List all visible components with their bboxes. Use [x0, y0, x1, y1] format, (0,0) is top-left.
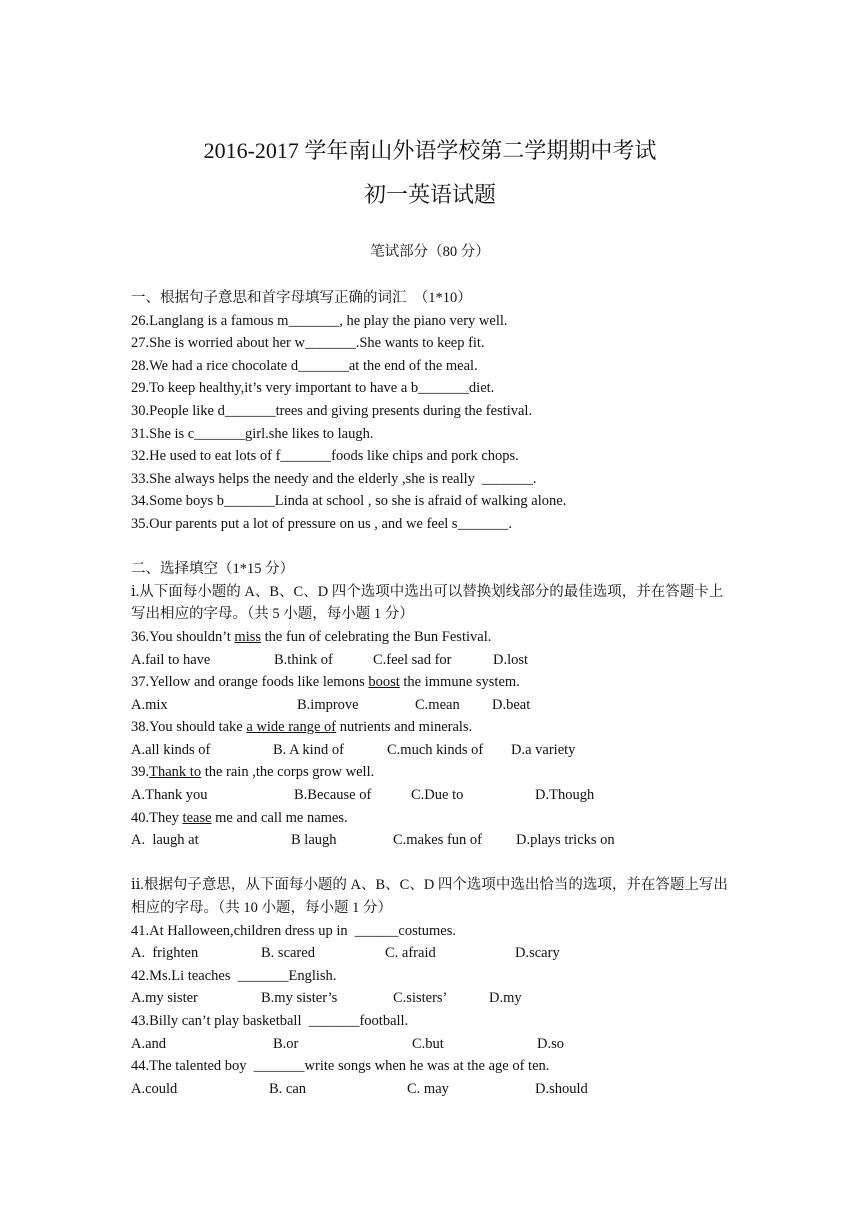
option-a: A.Thank you — [131, 787, 208, 804]
question-27: 27.She is worried about her w_______.She wants to keep fit. — [131, 335, 485, 352]
section1-heading: 一、根据句子意思和首字母填写正确的词汇 （1*10） — [131, 290, 472, 306]
option-b: B.improve — [297, 696, 359, 713]
option-c: C.Due to — [411, 787, 464, 804]
option-b: B.my sister’s — [261, 990, 338, 1007]
question-44: 44.The talented boy _______write songs when he was at the age of ten. — [131, 1058, 550, 1075]
option-c: C.but — [412, 1035, 444, 1052]
underlined-word: miss — [234, 628, 262, 645]
question-32: 32.He used to eat lots of f_______foods like chips and pork chops. — [131, 448, 519, 465]
option-b: B.Because of — [294, 787, 372, 804]
option-b: B laugh — [291, 832, 337, 849]
option-c: C.feel sad for — [373, 651, 452, 668]
option-a: A.fail to have — [131, 651, 211, 668]
underlined-phrase: a wide range of — [246, 719, 337, 736]
option-b: B. A kind of — [273, 741, 344, 758]
option-a: A.my sister — [131, 990, 198, 1007]
option-a: A. laugh at — [131, 832, 199, 849]
option-a: A.could — [131, 1080, 178, 1097]
options-43 — [131, 1033, 736, 1056]
question-34: 34.Some boys b_______Linda at school , so she is afraid of walking alone. — [131, 493, 567, 510]
option-a: A.mix — [131, 696, 168, 713]
question-40: 40.They tease me and call me names. — [131, 809, 348, 826]
question-29: 29.To keep healthy,it’s very important to have a b_______diet. — [131, 380, 495, 397]
exam-title: 2016-2017 学年南山外语学校第二学期期中考试 — [203, 138, 657, 163]
question-35: 35.Our parents put a lot of pressure on us , and we feel s_______. — [131, 515, 512, 532]
question-26: 26.Langlang is a famous m_______, he play the piano very well. — [131, 312, 508, 329]
option-a: A.and — [131, 1035, 167, 1052]
option-b: B. can — [269, 1080, 307, 1097]
section2-heading: 二、选择填空（1*15 分） — [131, 561, 295, 578]
question-30: 30.People like d_______trees and giving presents during the festival. — [131, 402, 533, 419]
exam-subtitle: 初一英语试题 — [363, 182, 496, 207]
underlined-phrase: Thank to — [149, 764, 202, 781]
options-37 — [131, 694, 736, 717]
option-d: D.beat — [492, 696, 531, 713]
written-part-label: 笔试部分（80 分） — [370, 244, 490, 260]
question-28: 28.We had a rice chocolate d_______at the end of the meal. — [131, 357, 478, 374]
option-d: D.Though — [535, 787, 595, 804]
option-a: A.all kinds of — [131, 741, 211, 758]
option-b: B.think of — [274, 651, 333, 668]
underlined-word: boost — [368, 674, 400, 691]
question-37: 37.Yellow and orange foods like lemons boost the immune system. — [131, 674, 520, 691]
question-39: 39.Thank to the rain ,the corps grow well. — [131, 764, 375, 781]
option-a: A. frighten — [131, 945, 199, 962]
option-d: D.lost — [493, 651, 529, 668]
option-c: C.mean — [415, 696, 460, 713]
option-d: D.a variety — [511, 741, 576, 758]
option-c: C.makes fun of — [393, 832, 482, 849]
question-33: 33.She always helps the needy and the elderly ,she is really _______. — [131, 470, 537, 487]
option-b: B.or — [273, 1035, 299, 1052]
question-43: 43.Billy can’t play basketball _______football. — [131, 1013, 409, 1029]
options-40 — [131, 829, 736, 852]
option-c: C. may — [407, 1080, 449, 1097]
question-31: 31.She is c_______girl.she likes to laugh. — [131, 425, 374, 442]
options-39 — [131, 784, 736, 807]
underlined-word: tease — [182, 809, 212, 826]
option-c: C. afraid — [385, 945, 436, 962]
exam-content — [131, 287, 736, 1100]
option-d: D.should — [535, 1080, 588, 1097]
option-c: C.sisters’ — [393, 990, 448, 1007]
part1-instruction: ⅰ.从下面每小题的 A、B、C、D 四个选项中选出可以替换划线部分的最佳选项，并在答题卡上写出相应的字母。（共 5 小题，每小题 1 分） — [131, 583, 724, 623]
part2-instruction: ⅱ.根据句子意思，从下面每小题的 A、B、C、D 四个选项中选出恰当的选项，并在答题上写出相应的字母。（共 10 小题，每小题 1 分） — [131, 877, 728, 917]
option-d: D.scary — [515, 945, 560, 962]
question-36: 36.You shouldn’t miss the fun of celebrating the Bun Festival. — [131, 628, 492, 645]
option-b: B. scared — [261, 945, 315, 962]
options-36 — [131, 649, 736, 672]
options-44 — [131, 1078, 736, 1101]
option-d: D.plays tricks on — [516, 832, 615, 849]
options-42 — [131, 987, 736, 1010]
options-41 — [131, 942, 736, 965]
question-41: 41.At Halloween,children dress up in ______costumes. — [131, 922, 456, 939]
option-d: D.my — [489, 990, 522, 1007]
question-38: 38.You should take a wide range of nutrients and minerals. — [131, 719, 473, 736]
options-38 — [131, 739, 736, 762]
question-42: 42.Ms.Li teaches _______English. — [131, 967, 337, 984]
option-c: C.much kinds of — [387, 741, 484, 758]
option-d: D.so — [537, 1035, 564, 1052]
